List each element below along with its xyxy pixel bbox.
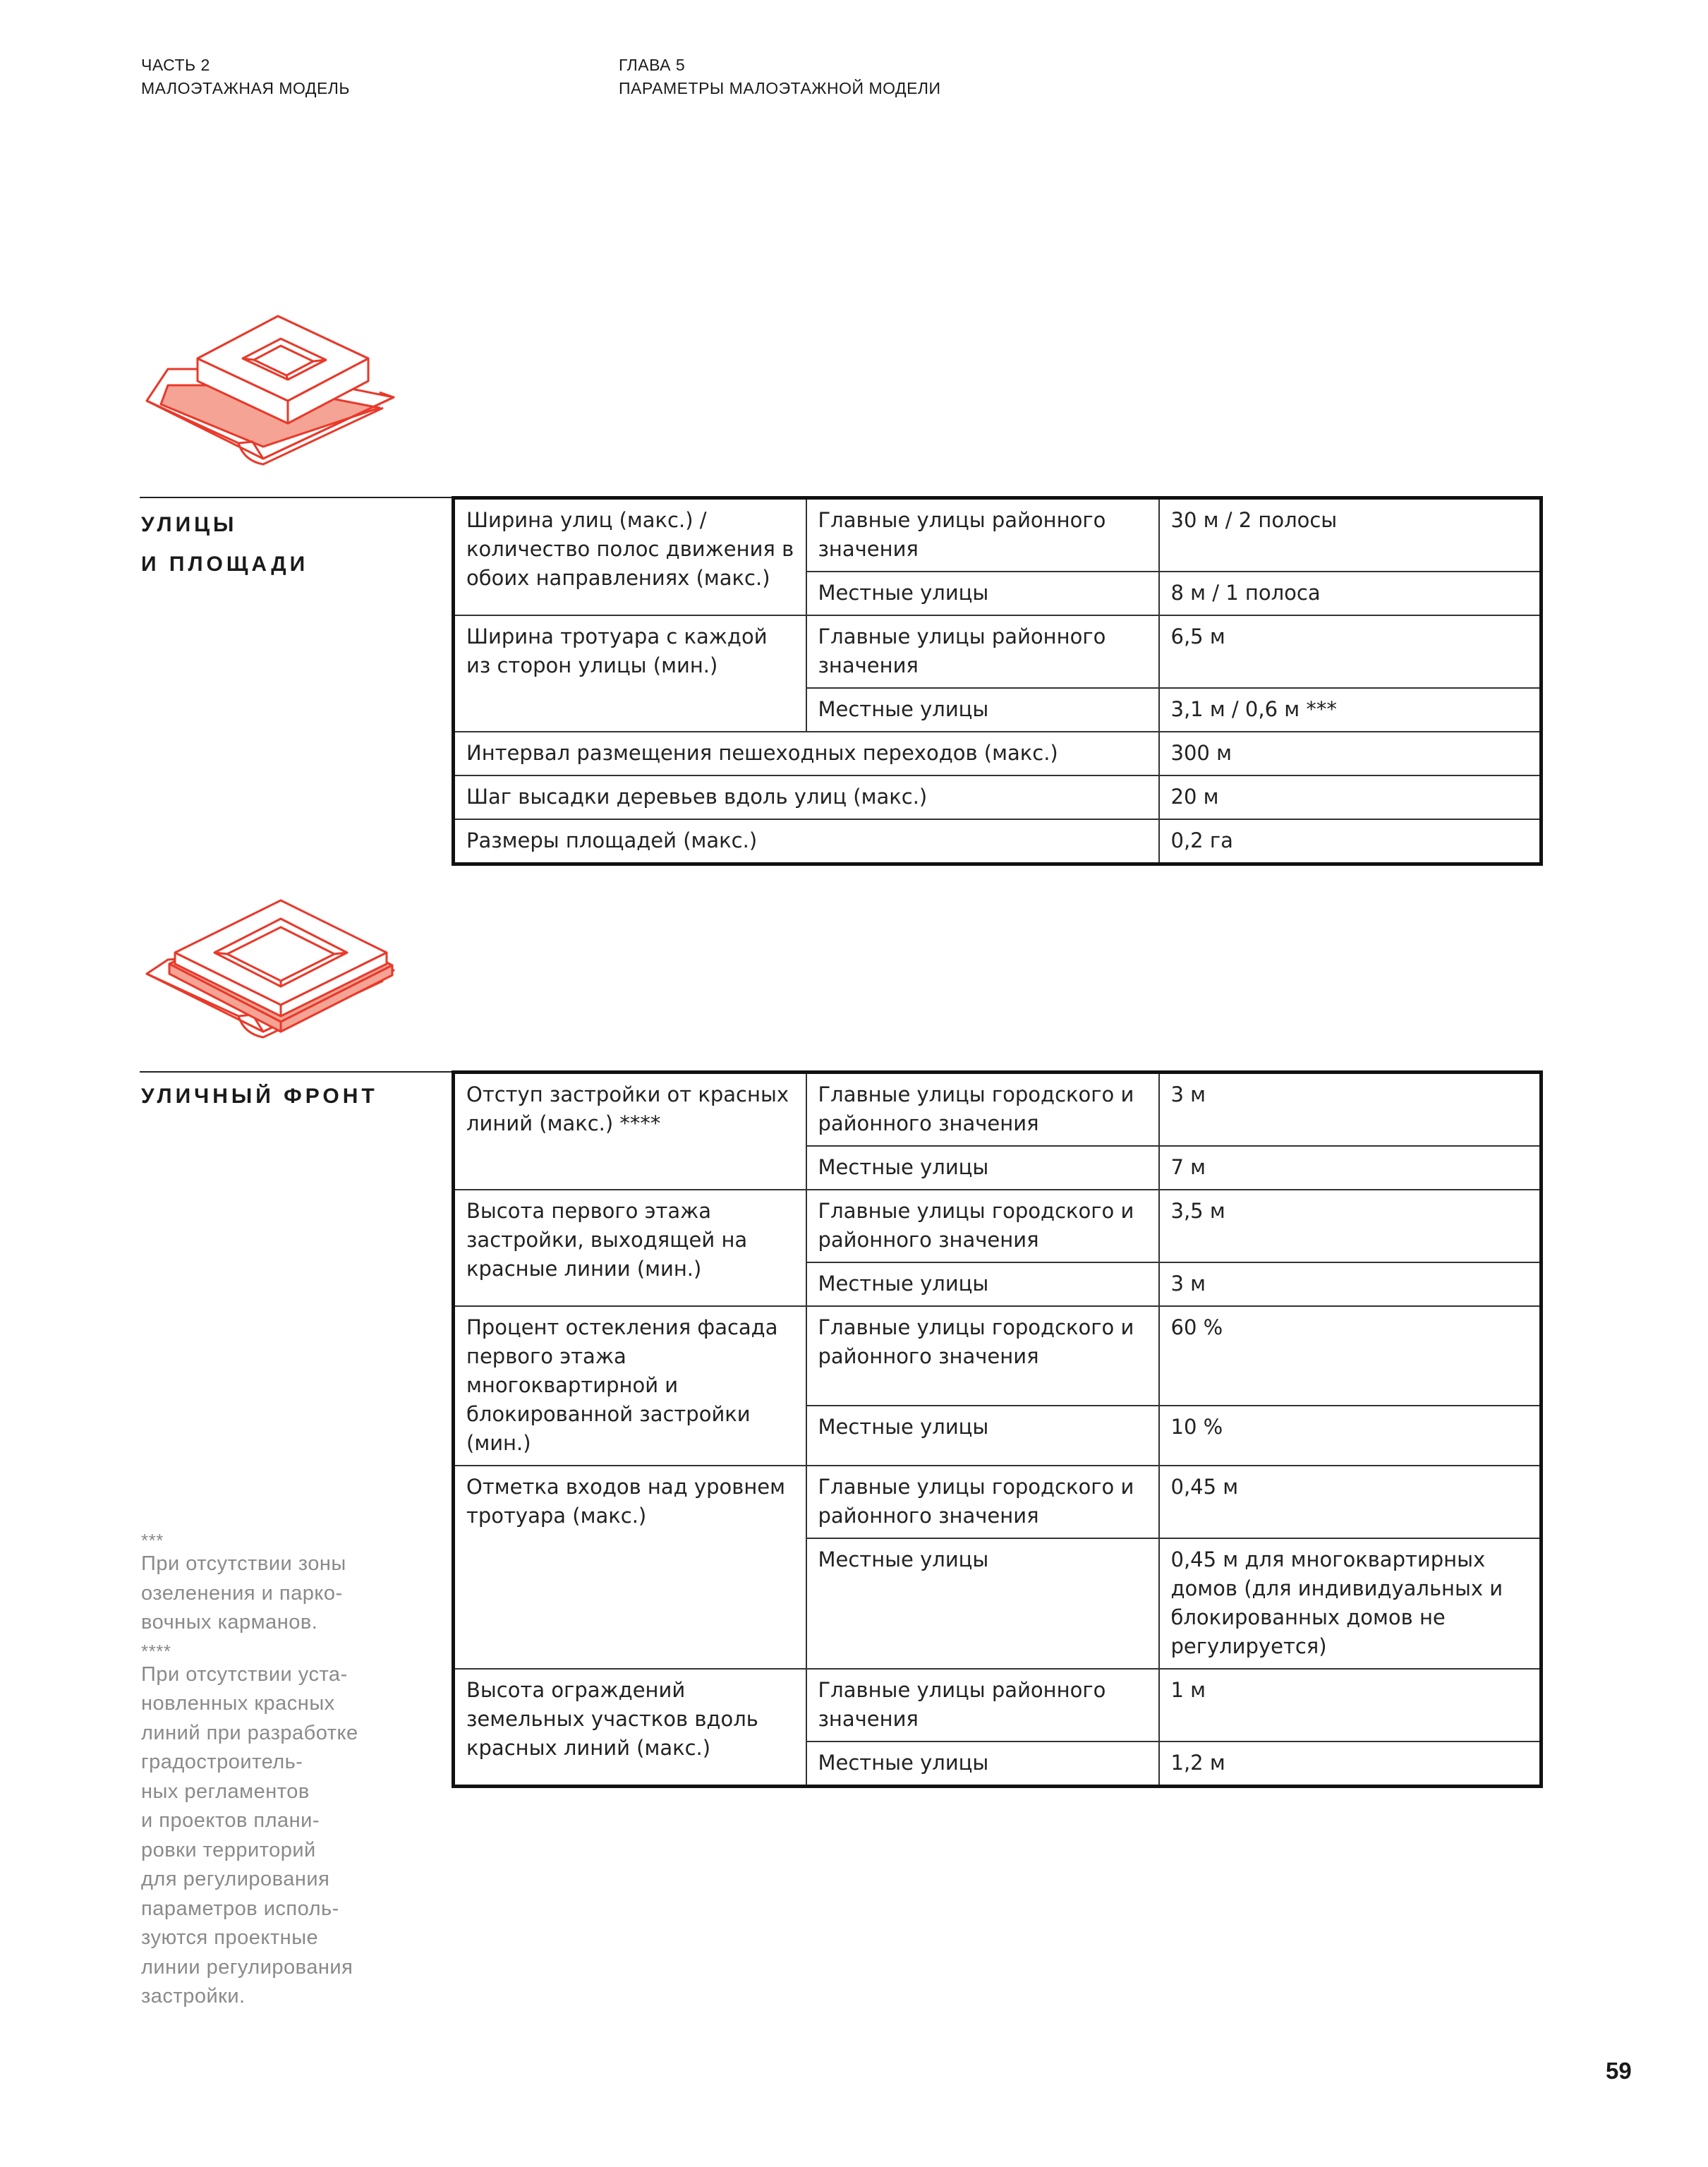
part-title: МАЛОЭТАЖНАЯ МОДЕЛЬ — [141, 79, 350, 97]
street-type-cell: Местные улицы — [806, 1262, 1159, 1306]
value-cell: 7 м — [1159, 1146, 1542, 1190]
table-row — [454, 732, 1542, 775]
street-front-parameters-table — [452, 1070, 1543, 1788]
street-type-cell: Местные улицы — [806, 1146, 1159, 1190]
value-cell: 0,2 га — [1159, 819, 1542, 864]
chapter-label: ГЛАВА 5 — [619, 56, 686, 74]
table-row — [454, 1190, 1542, 1262]
table-row — [454, 819, 1542, 864]
footnote-line: градостроитель- — [141, 1751, 303, 1773]
street-type-cell: Местные улицы — [806, 1538, 1159, 1669]
value-cell: 30 м / 2 полосы — [1159, 498, 1542, 572]
table-row — [454, 498, 1542, 572]
street-type-cell: Местные улицы — [806, 1406, 1159, 1466]
value-cell: 1 м — [1159, 1669, 1542, 1742]
footnote-line: озеленения и парко- — [141, 1581, 343, 1605]
table-row — [454, 615, 1542, 688]
section2-rule — [140, 1071, 452, 1073]
table-row — [454, 1306, 1542, 1406]
part-label: ЧАСТЬ 2 — [141, 56, 210, 74]
param-cell: Интервал размещения пешеходных переходов (макс.) — [454, 732, 1159, 775]
street-type-cell: Главные улицы районного значения — [806, 498, 1159, 572]
street-type-cell: Главные улицы городского и районного значения — [806, 1073, 1159, 1147]
footnote-line: линии регулирования — [141, 1955, 353, 1979]
value-cell: 8 м / 1 полоса — [1159, 572, 1542, 615]
section1-title-line1: УЛИЦЫ — [141, 513, 238, 536]
footnote-line: При отсутствии уста- — [141, 1662, 348, 1686]
footnotes — [141, 1527, 423, 2012]
table-row — [454, 1466, 1542, 1538]
footnote-line: параметров исполь- — [141, 1897, 339, 1920]
street-front-illustration — [140, 875, 415, 1058]
param-cell: Процент остекления фасада первого этажа многоквартирной и блокированной застройки (мин.) — [454, 1306, 806, 1466]
chapter-title: ПАРАМЕТРЫ МАЛОЭТАЖНОЙ МОДЕЛИ — [619, 79, 941, 97]
param-cell: Высота ограждений земельных участков вдоль красных линий (макс.) — [454, 1669, 806, 1787]
footnote-line: и проектов плани- — [141, 1809, 320, 1832]
footnote-line: ных регламентов — [141, 1780, 310, 1803]
street-type-cell: Главные улицы районного значения — [806, 615, 1159, 688]
street-type-cell: Главные улицы городского и районного значения — [806, 1466, 1159, 1538]
footnote-line: вочных карманов. — [141, 1611, 318, 1634]
footnote-line: новленных красных — [141, 1692, 335, 1715]
param-cell: Отступ застройки от красных линий (макс.) **** — [454, 1073, 806, 1190]
value-cell: 300 м — [1159, 732, 1542, 775]
value-cell: 3 м — [1159, 1073, 1542, 1147]
streets-parameters-table — [452, 496, 1543, 866]
value-cell: 3 м — [1159, 1262, 1542, 1306]
street-type-cell: Местные улицы — [806, 688, 1159, 732]
section1-title — [141, 505, 308, 584]
street-type-cell: Главные улицы городского и районного значения — [806, 1306, 1159, 1406]
value-cell: 20 м — [1159, 775, 1542, 819]
section1-rule — [140, 497, 452, 498]
value-cell: 3,1 м / 0,6 м *** — [1159, 688, 1542, 732]
table-row — [454, 775, 1542, 819]
page-number: 59 — [1606, 2058, 1632, 2084]
value-cell: 1,2 м — [1159, 1742, 1542, 1787]
footnote-1 — [141, 1550, 423, 1638]
value-cell: 10 % — [1159, 1406, 1542, 1466]
footnote-mark-1: *** — [141, 1530, 164, 1551]
table-row — [454, 1669, 1542, 1742]
param-cell: Ширина улиц (макс.) / количество полос движения в обоих направлениях (макс.) — [454, 498, 806, 616]
value-cell: 3,5 м — [1159, 1190, 1542, 1262]
footnote-line: При отсутствии зоны — [141, 1552, 346, 1575]
section2-title-line1: УЛИЧНЫЙ ФРОНТ — [141, 1085, 378, 1108]
section1-title-line2: И ПЛОЩАДИ — [141, 553, 309, 576]
footnote-line: ровки территорий — [141, 1838, 316, 1861]
param-cell: Ширина тротуара с каждой из сторон улицы (мин.) — [454, 615, 806, 732]
value-cell: 0,45 м — [1159, 1466, 1542, 1538]
param-cell: Высота первого этажа застройки, выходящей на красные линии (мин.) — [454, 1190, 806, 1306]
footnote-line: линий при разработке — [141, 1721, 358, 1744]
table-row — [454, 1073, 1542, 1147]
param-cell: Отметка входов над уровнем тротуара (макс.) — [454, 1466, 806, 1669]
street-type-cell: Главные улицы районного значения — [806, 1669, 1159, 1742]
running-header-chapter — [619, 54, 941, 100]
param-cell: Размеры площадей (макс.) — [454, 819, 1159, 864]
section2-title — [141, 1077, 378, 1116]
running-header-part — [141, 54, 350, 100]
value-cell: 60 % — [1159, 1306, 1542, 1406]
footnote-mark-2: **** — [141, 1640, 171, 1662]
street-type-cell: Главные улицы городского и районного значения — [806, 1190, 1159, 1262]
footnote-2 — [141, 1660, 423, 2012]
street-type-cell: Местные улицы — [806, 1742, 1159, 1787]
street-block-illustration — [140, 302, 415, 485]
value-cell: 6,5 м — [1159, 615, 1542, 688]
street-type-cell: Местные улицы — [806, 572, 1159, 615]
param-cell: Шаг высадки деревьев вдоль улиц (макс.) — [454, 775, 1159, 819]
footnote-line: зуются проектные — [141, 1926, 319, 1949]
footnote-line: застройки. — [141, 1985, 246, 2008]
footnote-line: для регулирования — [141, 1868, 330, 1890]
value-cell: 0,45 м для многоквартирных домов (для индивидуальных и блокированных домов не регулируется) — [1159, 1538, 1542, 1669]
